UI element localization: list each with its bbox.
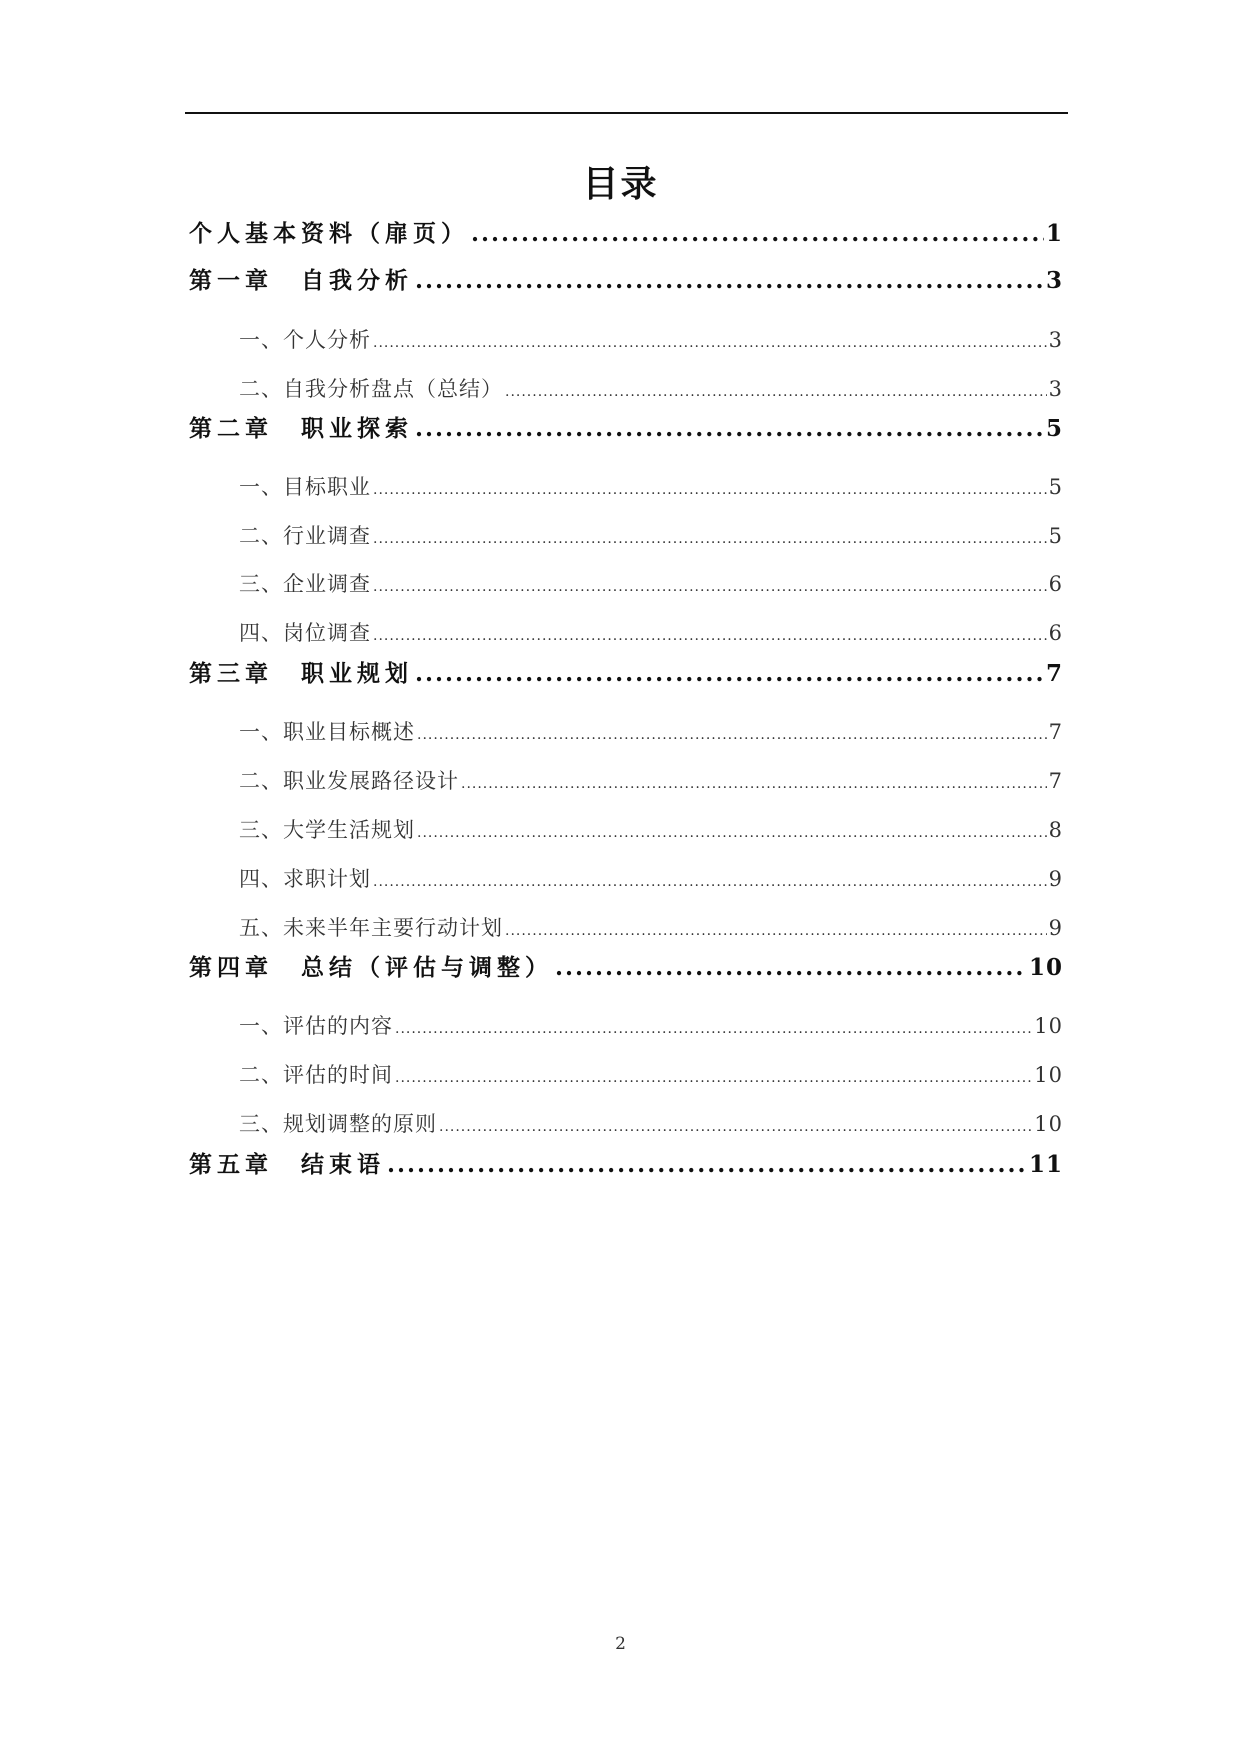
toc-entry-section[interactable] <box>239 912 1063 947</box>
header-rule <box>185 112 1068 114</box>
toc-entry-label: 个人基本资料（扉页） <box>189 220 469 247</box>
toc-entry-page: 6 <box>1048 621 1063 645</box>
toc-entry-page: 9 <box>1048 867 1063 891</box>
dot-leader <box>415 658 1044 690</box>
toc-entry-page: 5 <box>1045 415 1063 442</box>
dot-leader <box>415 265 1044 297</box>
toc-entry-page: 7 <box>1045 660 1063 687</box>
dot-leader <box>395 1010 1032 1045</box>
toc-entry-label: 二、评估的时间 <box>239 1063 393 1087</box>
toc-title: 目录 <box>582 163 659 205</box>
toc-entry-page: 3 <box>1045 267 1063 294</box>
dot-leader <box>505 912 1047 947</box>
dot-leader <box>395 1059 1032 1094</box>
toc-entry-section[interactable] <box>239 471 1063 506</box>
toc-entry-page: 10 <box>1028 954 1063 981</box>
toc-entry-chapter-2[interactable] <box>189 413 1063 445</box>
toc-entry-chapter-4[interactable] <box>189 952 1063 984</box>
dot-leader <box>555 952 1027 984</box>
toc-entry-page: 1 <box>1045 220 1063 247</box>
toc-entry-page: 10 <box>1034 1063 1063 1087</box>
toc-entry-section[interactable] <box>239 568 1063 603</box>
dot-leader <box>439 1108 1032 1143</box>
toc-entry-label: 四、岗位调查 <box>239 621 371 645</box>
toc-entry-label: 一、目标职业 <box>239 475 371 499</box>
toc-entry-page: 5 <box>1048 524 1063 548</box>
toc-entry-section[interactable] <box>239 765 1063 800</box>
toc-entry-label: 第四章 总结（评估与调整） <box>189 954 553 981</box>
toc-entry-label: 三、大学生活规划 <box>239 818 415 842</box>
dot-leader <box>387 1149 1027 1181</box>
toc-entry-page: 10 <box>1034 1112 1063 1136</box>
toc-entry-page: 6 <box>1048 572 1063 596</box>
toc-entry-section[interactable] <box>239 716 1063 751</box>
toc-entry-page: 3 <box>1048 377 1063 401</box>
toc-entry-section[interactable] <box>239 863 1063 898</box>
dot-leader <box>373 863 1047 898</box>
dot-leader <box>373 568 1047 603</box>
toc-entry-page: 11 <box>1028 1151 1063 1178</box>
toc-entry-label: 五、未来半年主要行动计划 <box>239 916 503 940</box>
toc-entry-label: 第一章 自我分析 <box>189 267 413 294</box>
toc-entry-label: 第三章 职业规划 <box>189 660 413 687</box>
toc-entry-chapter-5[interactable] <box>189 1149 1063 1181</box>
dot-leader <box>373 471 1047 506</box>
toc-entry-label: 一、职业目标概述 <box>239 720 415 744</box>
toc-entry-label: 四、求职计划 <box>239 867 371 891</box>
toc-entry-section[interactable] <box>239 373 1063 408</box>
toc-entry-page: 7 <box>1048 769 1063 793</box>
dot-leader <box>373 520 1047 555</box>
dot-leader <box>461 765 1047 800</box>
toc-entry-page: 7 <box>1048 720 1063 744</box>
toc-entry-front-page[interactable] <box>189 218 1063 250</box>
dot-leader <box>505 373 1047 408</box>
toc-entry-section[interactable] <box>239 520 1063 555</box>
toc-entry-section[interactable] <box>239 1059 1063 1094</box>
toc-entry-label: 三、企业调查 <box>239 572 371 596</box>
toc-entry-chapter-3[interactable] <box>189 658 1063 690</box>
toc-entry-chapter-1[interactable] <box>189 265 1063 297</box>
toc-entry-label: 二、行业调查 <box>239 524 371 548</box>
toc-entry-label: 一、个人分析 <box>239 328 371 352</box>
dot-leader <box>373 324 1047 359</box>
toc-entry-section[interactable] <box>239 617 1063 652</box>
toc-entry-label: 一、评估的内容 <box>239 1014 393 1038</box>
dot-leader <box>417 814 1047 849</box>
page-number: 2 <box>615 1634 626 1654</box>
toc-entry-page: 3 <box>1048 328 1063 352</box>
toc-entry-page: 5 <box>1048 475 1063 499</box>
toc-entry-label: 第二章 职业探索 <box>189 415 413 442</box>
dot-leader <box>373 617 1047 652</box>
toc-entry-label: 第五章 结束语 <box>189 1151 385 1178</box>
toc-entry-section[interactable] <box>239 1010 1063 1045</box>
toc-entry-section[interactable] <box>239 814 1063 849</box>
toc-entry-page: 8 <box>1048 818 1063 842</box>
toc-entry-page: 9 <box>1048 916 1063 940</box>
dot-leader <box>471 218 1044 250</box>
dot-leader <box>415 413 1044 445</box>
toc-entry-label: 三、规划调整的原则 <box>239 1112 437 1136</box>
toc-entry-section[interactable] <box>239 324 1063 359</box>
toc-entry-label: 二、职业发展路径设计 <box>239 769 459 793</box>
toc-entry-label: 二、自我分析盘点（总结） <box>239 377 503 401</box>
dot-leader <box>417 716 1047 751</box>
toc-entry-section[interactable] <box>239 1108 1063 1143</box>
toc-entry-page: 10 <box>1034 1014 1063 1038</box>
